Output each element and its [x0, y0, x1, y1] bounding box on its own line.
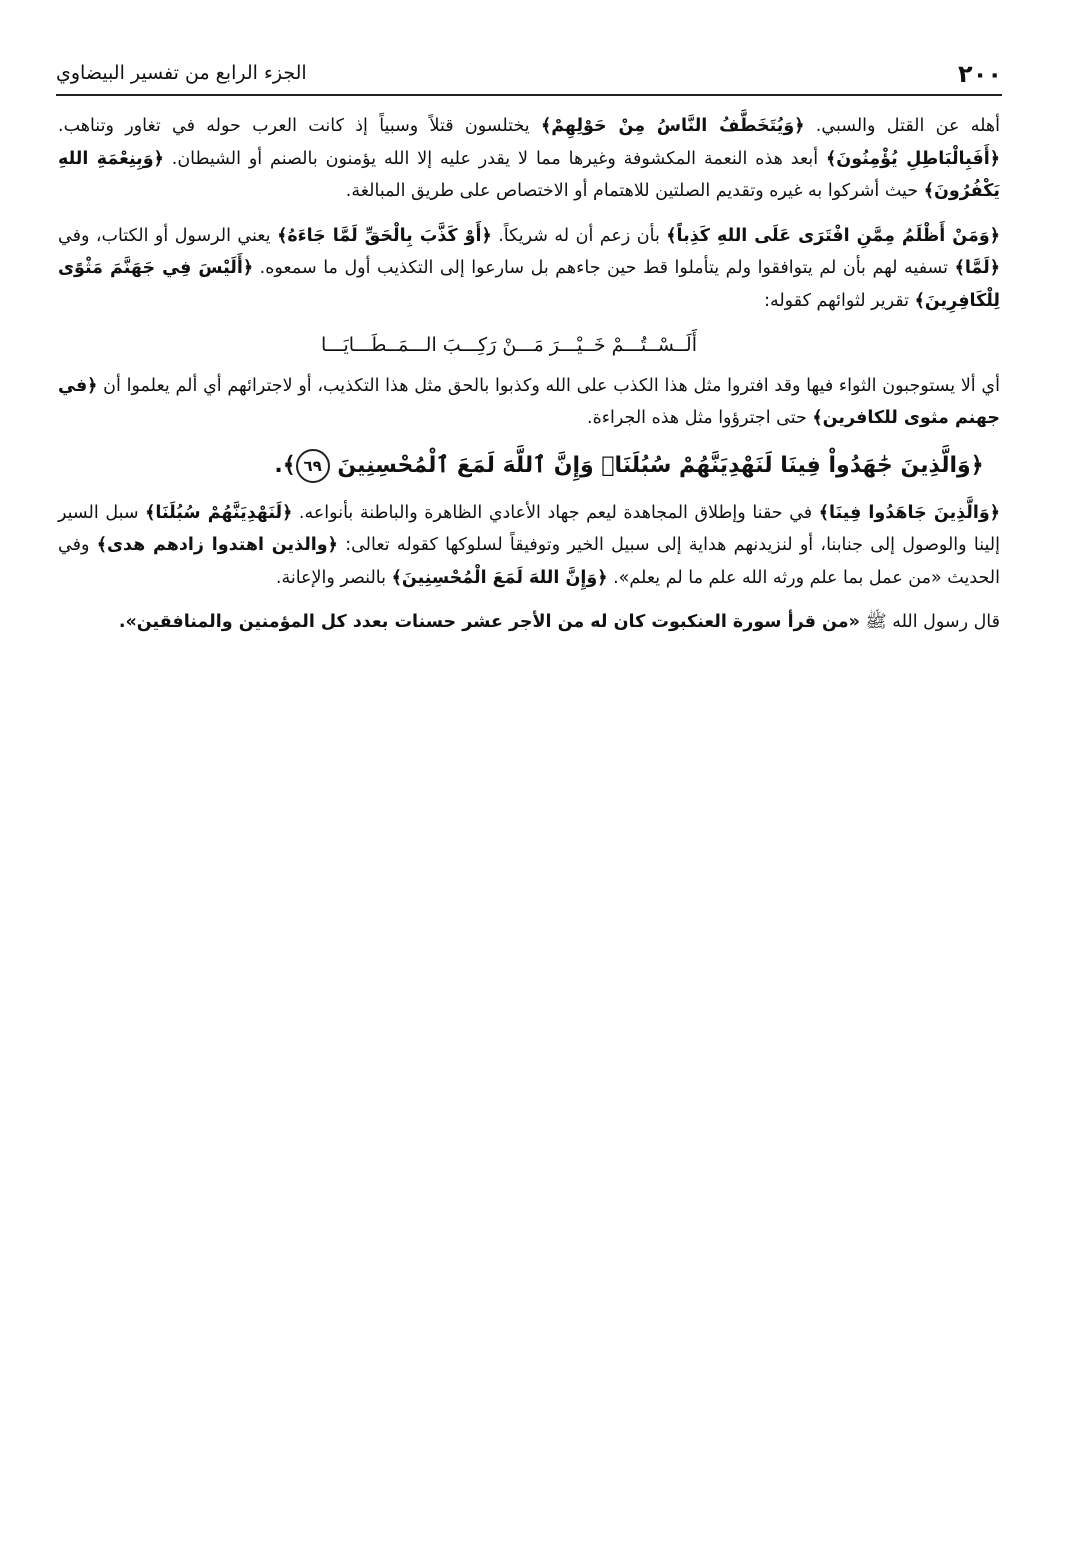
- text-segment: تسفيه لهم بأن لم يتوافقوا ولم يتأملوا قط حين جاءهم بل سارعوا إلى التكذيب أول ما سمعوه.: [259, 258, 949, 278]
- quran-quote: ﴿أَلَيْسَ فِي جَهَنَّمَ مَثْوًى لِلْكَافِرِينَ﴾: [58, 258, 1000, 311]
- page-header: [56, 60, 1002, 96]
- text-segment: يختلسون قتلاً وسبياً إذ كانت العرب حوله في تغاور وتناهب.: [58, 116, 530, 136]
- quran-quote: ﴿والذين اهتدوا زادهم هدى﴾: [96, 535, 338, 555]
- text-segment: حتى اجترؤوا مثل هذه الجراءة.: [587, 408, 807, 428]
- page-body: [58, 110, 1000, 651]
- ayah-number: ٦٩: [296, 449, 330, 483]
- ayah-text: ﴿وَالَّذِينَ جَٰهَدُواْ فِينَا لَنَهْدِيَنَّهُمْ سُبُلَنَاۚ وَإِنَّ ٱللَّهَ لَمَعَ ٱلْمُحْسِنِينَ: [337, 452, 984, 478]
- paragraph-5: [58, 606, 1000, 639]
- text-segment: أبعد هذه النعمة المكشوفة وغيرها مما لا يقدر عليه إلا الله يؤمنون بالصنم أو الشيطان.: [171, 148, 819, 169]
- quran-quote: ﴿لَنَهْدِيَنَّهُمْ سُبُلَنَا﴾: [145, 502, 293, 523]
- poetry-verse: أَلَــسْــتُـــمْ خَــيْـــرَ مَـــنْ رَكِـــبَ الـــمَــطَـــايَـــا: [321, 334, 697, 356]
- running-title: الجزء الرابع من تفسير البيضاوي: [56, 62, 307, 84]
- page-number: ٢٠٠: [958, 60, 1002, 88]
- quran-quote: ﴿وَيُتَخَطَّفُ النَّاسُ مِنْ حَوْلِهِمْ﴾: [540, 116, 805, 136]
- paragraph-3: [58, 370, 1000, 435]
- quran-quote: ﴿وَإِنَّ اللهَ لَمَعَ الْمُحْسِنِينَ﴾: [391, 567, 608, 588]
- text-segment: تقرير لثوائهم كقوله:: [764, 290, 910, 311]
- quran-quote: ﴿وَالَّذِينَ جَاهَدُوا فِينَا﴾: [818, 502, 1000, 523]
- text-segment: سبل السير إلينا والوصول إلى جنابنا، أو لنزيدنهم هداية إلى سبيل الخير وتوفيقاً لسلوكها كقوله تعالى:: [58, 502, 1000, 555]
- quran-quote: ﴿لَمَّا﴾: [954, 258, 1000, 278]
- text-segment: أي ألا يستوجبون الثواء فيها وقد افتروا مثل هذا الكذب على الله وكذبوا بالحق مثل هذا التكذيب، أو لاجترائهم أي ألم يعلموا أن: [103, 375, 1000, 396]
- quran-quote: ﴿أَوْ كَذَّبَ بِالْحَقِّ لَمَّا جَاءَهُ﴾: [277, 225, 492, 246]
- text-segment: بالنصر والإعانة.: [275, 567, 386, 588]
- text-segment: قال رسول الله ﷺ: [865, 612, 1000, 632]
- quran-quote: ﴿في جهنم مثوى للكافرين﴾: [58, 375, 1000, 428]
- text-segment: أهله عن القتل والسبي.: [815, 116, 1000, 136]
- text-segment: حيث أشركوا به غيره وتقديم الصلتين للاهتمام أو الاختصاص على طريق المبالغة.: [345, 181, 919, 201]
- paragraph-2: [58, 220, 1000, 318]
- paragraph-1: [58, 110, 1000, 208]
- paragraph-4: [58, 497, 1000, 595]
- text-segment: في حقنا وإطلاق المجاهدة ليعم جهاد الأعادي الظاهرة والباطنة بأنواعه.: [298, 502, 813, 523]
- text-segment: بأن زعم أن له شريكاً.: [498, 225, 660, 246]
- hadith-quote: «من قرأ سورة العنكبوت كان له من الأجر عشر حسنات بعدد كل المؤمنين والمنافقين».: [118, 612, 860, 632]
- quran-quote: ﴿وَمَنْ أَظْلَمُ مِمَّنِ افْتَرَى عَلَى اللهِ كَذِباً﴾: [666, 225, 1000, 246]
- quran-quote: ﴿أَفَبِالْبَاطِلِ يُؤْمِنُونَ﴾: [826, 148, 1000, 169]
- text-segment: يعني الرسول أو الكتاب، وفي: [58, 225, 271, 246]
- ayah-close: ﴾.: [274, 452, 296, 478]
- ayah-block: [58, 449, 1000, 483]
- text-segment: وفي الحديث «من عمل بما علم ورثه الله علم ما لم يعلم».: [58, 535, 1000, 588]
- quran-quote: ﴿وَبِنِعْمَةِ اللهِ يَكْفُرُونَ﴾: [58, 148, 1000, 201]
